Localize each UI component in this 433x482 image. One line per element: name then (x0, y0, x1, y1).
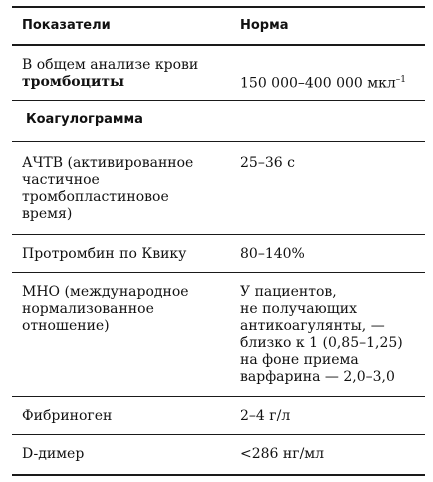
row-label-line: отношение) (22, 318, 110, 334)
row-divider (12, 141, 425, 142)
row-value-line: антикоагулянты, — (240, 318, 385, 334)
row-label-line: МНО (международное (22, 284, 189, 300)
row-value-line: не получающих (240, 301, 357, 317)
row-label-bold: тромбоциты (22, 74, 125, 90)
row-value: 150 000–400 000 мкл (240, 75, 396, 92)
row-divider (12, 272, 425, 273)
table-row-fibrinogen-value (240, 408, 420, 425)
header-norm: Норма (240, 18, 289, 33)
row-label-line: Протромбин по Квику (22, 246, 187, 262)
table-row-platelets-label (22, 57, 227, 91)
header-indicators: Показатели (22, 18, 111, 33)
row-value: <286 нг/мл (240, 446, 325, 462)
row-divider (12, 234, 425, 235)
row-label-line: время) (22, 206, 73, 222)
table-row-inr-label (22, 284, 227, 335)
row-value: 25–36 с (240, 155, 295, 171)
row-divider (12, 434, 425, 435)
table-bottom-rule (12, 474, 425, 476)
row-label-line: В общем анализе крови (22, 57, 199, 73)
table-row-platelets-value (240, 72, 420, 93)
row-value: 80–140% (240, 246, 305, 262)
table-row-prothrombin-value (240, 246, 420, 263)
table-row-aptt-value (240, 155, 420, 172)
table-row-fibrinogen-label (22, 408, 227, 425)
row-value-line: на фоне приема (240, 352, 359, 368)
row-label-line: АЧТВ (активированное (22, 155, 194, 171)
row-label-line: нормализованное (22, 301, 154, 317)
row-label-line: частичное (22, 172, 100, 188)
row-divider (12, 396, 425, 397)
section-title-coagulogram: Коагулограмма (26, 112, 143, 127)
table-top-rule (12, 6, 425, 8)
row-divider (12, 100, 425, 101)
row-value-superscript: –1 (395, 75, 407, 85)
norms-table (12, 0, 425, 482)
row-label-line: тромбопластиновое (22, 189, 169, 205)
row-value: 2–4 г/л (240, 408, 291, 424)
header-bottom-rule (12, 44, 425, 46)
row-value-line: У пациентов, (240, 284, 337, 300)
table-row-d-dimer-value (240, 446, 420, 463)
row-value-line: близко к 1 (0,85–1,25) (240, 335, 403, 351)
table-row-d-dimer-label (22, 446, 227, 463)
table-row-prothrombin-label (22, 246, 227, 263)
row-value-line: варфарина — 2,0–3,0 (240, 369, 395, 385)
row-label-line: Фибриноген (22, 408, 113, 424)
row-label-line: D-димер (22, 446, 85, 462)
table-row-aptt-label (22, 155, 227, 223)
table-row-inr-value (240, 284, 420, 386)
